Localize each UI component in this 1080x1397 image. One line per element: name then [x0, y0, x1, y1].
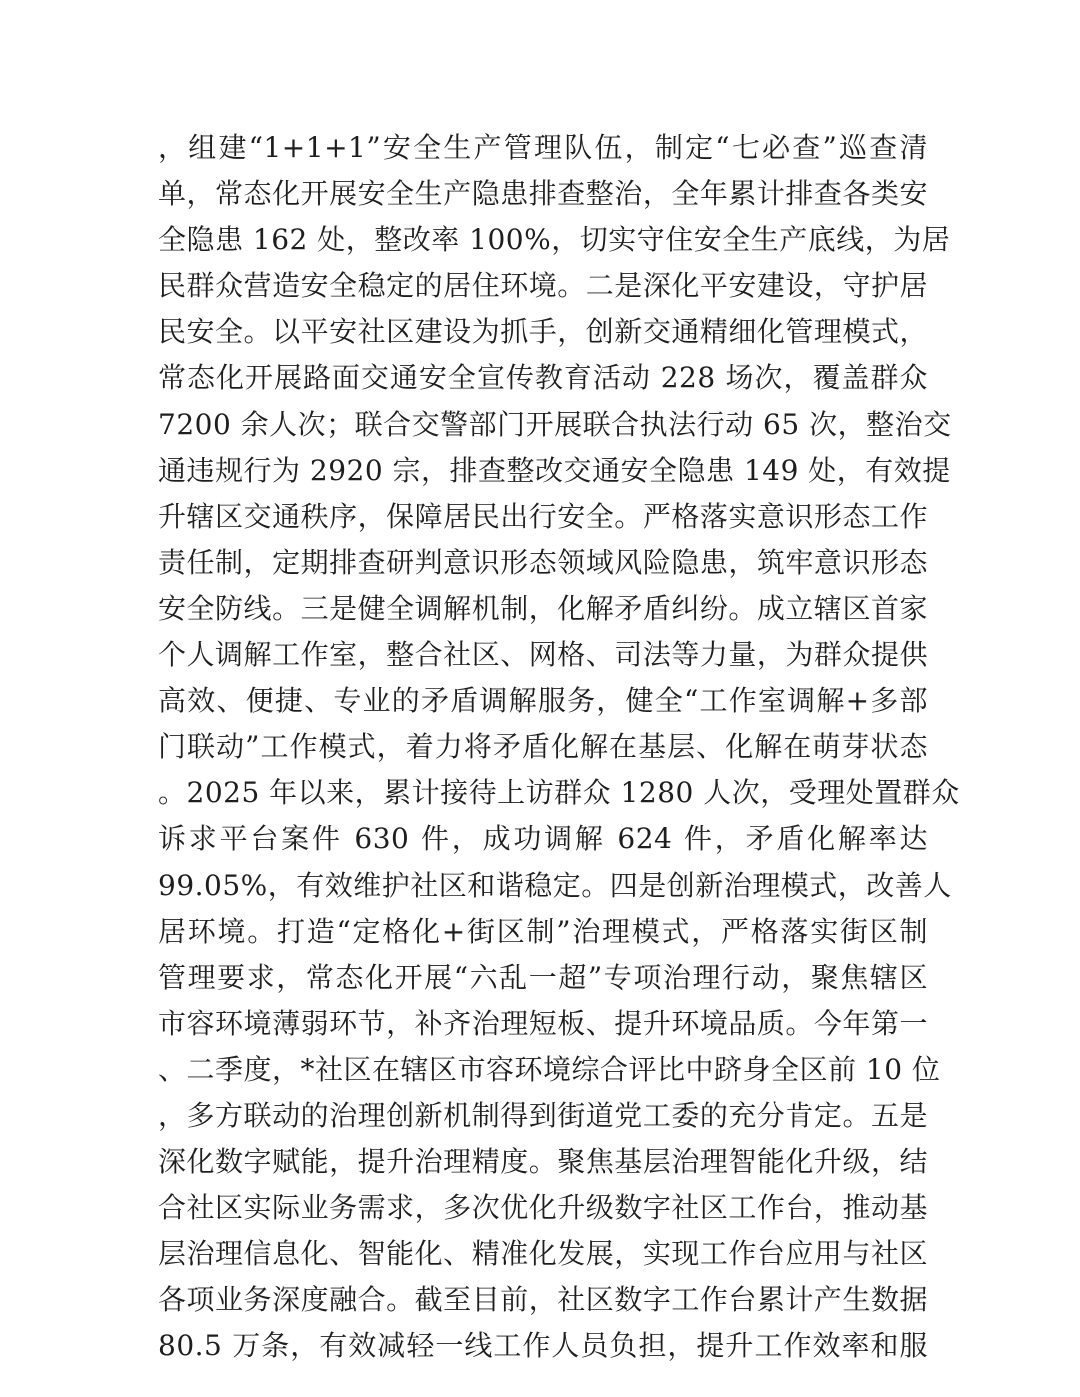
text-line-23: 深化数字赋能，提升治理精度。聚焦基层治理智能化升级，结	[158, 1145, 928, 1179]
text-line-6: 常态化开展路面交通安全宣传教育活动 228 场次，覆盖群众	[158, 361, 928, 395]
text-line-17: 99.05%，有效维护社区和谐稳定。四是创新治理模式，改善人	[158, 868, 952, 902]
text-line-21: 、二季度，*社区在辖区市容环境综合评比中跻身全区前 10 位	[158, 1052, 941, 1086]
text-line-5: 民安全。以平安社区建设为抓手，创新交通精细化管理模式，	[158, 315, 928, 349]
text-line-27: 80.5 万条，有效减轻一线工作人员负担，提升工作效率和服	[158, 1329, 928, 1363]
text-line-9: 升辖区交通秩序，保障居民出行安全。严格落实意识形态工作	[158, 499, 928, 533]
text-line-18: 居环境。打造“定格化+街区制”治理模式，严格落实街区制	[158, 914, 928, 948]
text-line-26: 各项业务深度融合。截至目前，社区数字工作台累计产生数据	[158, 1283, 928, 1317]
text-line-1: ，组建“1+1+1”安全生产管理队伍，制定“七必查”巡查清	[158, 131, 928, 164]
text-line-15: 。2025 年以来，累计接待上访群众 1280 人次，受理处置群众	[158, 776, 960, 810]
text-line-4: 民群众营造安全稳定的居住环境。二是深化平安建设，守护居	[158, 269, 928, 303]
text-line-8: 通违规行为 2920 宗，排查整改交通安全隐患 149 处，有效提	[158, 453, 951, 487]
text-line-2: 单，常态化开展安全生产隐患排查整治，全年累计排查各类安	[158, 177, 928, 211]
body-paragraph	[158, 125, 960, 1370]
text-line-16: 诉求平台案件 630 件，成功调解 624 件，矛盾化解率达	[158, 822, 928, 856]
text-line-25: 层治理信息化、智能化、精准化发展，实现工作台应用与社区	[158, 1237, 928, 1271]
text-line-14: 门联动”工作模式，着力将矛盾化解在基层、化解在萌芽状态	[158, 730, 928, 764]
text-line-11: 安全防线。三是健全调解机制，化解矛盾纠纷。成立辖区首家	[158, 591, 928, 625]
text-line-22: ，多方联动的治理创新机制得到街道党工委的充分肯定。五是	[158, 1098, 928, 1132]
text-line-3: 全隐患 162 处，整改率 100%，切实守住安全生产底线，为居	[158, 223, 951, 257]
text-line-19: 管理要求，常态化开展“六乱一超”专项治理行动，聚焦辖区	[158, 960, 928, 994]
text-line-7: 7200 余人次；联合交警部门开展联合执法行动 65 次，整治交	[158, 407, 952, 441]
text-line-10: 责任制，定期排查研判意识形态领域风险隐患，筑牢意识形态	[158, 545, 928, 579]
text-line-13: 高效、便捷、专业的矛盾调解服务，健全“工作室调解+多部	[158, 684, 928, 718]
text-line-20: 市容环境薄弱环节，补齐治理短板、提升环境品质。今年第一	[158, 1006, 928, 1040]
text-line-12: 个人调解工作室，整合社区、网格、司法等力量，为群众提供	[158, 638, 928, 672]
text-line-24: 合社区实际业务需求，多次优化升级数字社区工作台，推动基	[158, 1191, 928, 1225]
